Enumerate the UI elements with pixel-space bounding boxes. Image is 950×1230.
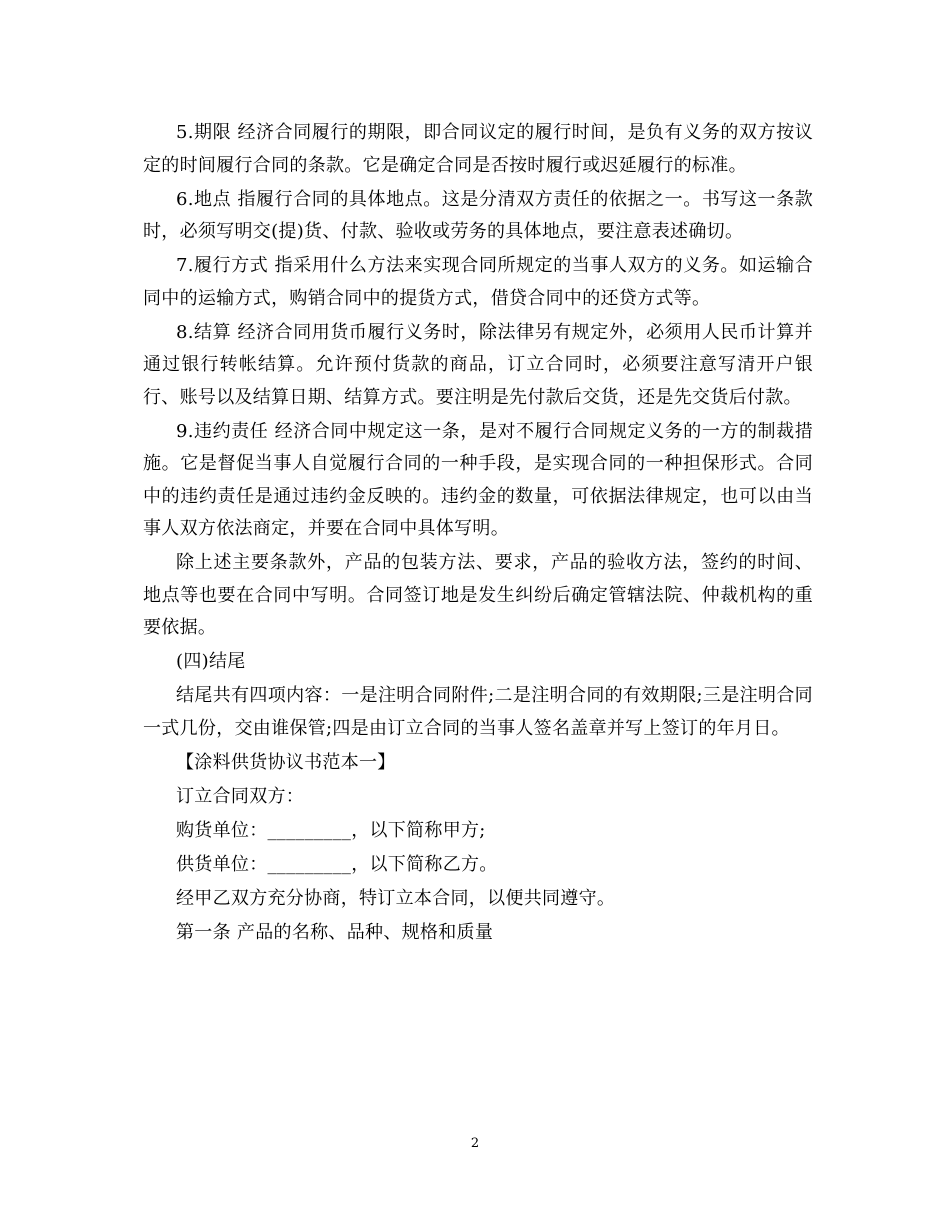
paragraph-supplier: 供货单位：_________，以下简称乙方。 <box>176 853 498 875</box>
section-heading-ending: (四)结尾 <box>176 651 246 672</box>
sample-title: 【涂料供货协议书范本一】 <box>176 751 396 773</box>
paragraph-term-deadline: 5.期限 经济合同履行的期限，即合同议定的履行时间，是负有义务的双方按议定的时间履行合同的条款。它是确定合同是否按时履行或迟延履行的标准。 <box>143 122 813 176</box>
paragraph-term-liability: 9.违约责任 经济合同中规定这一条，是对不履行合同规定义务的一方的制裁措施。它是督促当事人自觉履行合同的一种手段，是实现合同的一种担保形式。合同中的违约责任是通过违约金反映的。违约金的数量，可依据法律规定，也可以由当事人双方依法商定，并要在合同中具体写明。 <box>143 420 813 539</box>
paragraph-ending-content: 结尾共有四项内容：一是注明合同附件;二是注明合同的有效期限;三是注明合同一式几份，交由谁保管;四是由订立合同的当事人签名盖章并写上签订的年月日。 <box>143 685 813 739</box>
paragraph-agreement: 经甲乙双方充分协商，特订立本合同，以便共同遵守。 <box>176 887 616 909</box>
paragraph-buyer: 购货单位：_________，以下简称甲方; <box>176 819 486 841</box>
paragraph-parties: 订立合同双方： <box>176 785 305 807</box>
article-one-heading: 第一条 产品的名称、品种、规格和质量 <box>176 921 494 943</box>
paragraph-term-method: 7.履行方式 指采用什么方法来实现合同所规定的当事人双方的义务。如运输合同中的运输方式，购销合同中的提货方式，借贷合同中的还贷方式等。 <box>143 255 813 309</box>
page-body <box>143 117 813 951</box>
page-number: 2 <box>470 1136 480 1151</box>
paragraph-term-settlement: 8.结算 经济合同用货币履行义务时，除法律另有规定外，必须用人民币计算并通过银行转帐结算。允许预付货款的商品，订立合同时，必须要注意写清开户银行、账号以及结算日期、结算方式。要注明是先付款后交货，还是先交货后付款。 <box>143 321 813 408</box>
paragraph-term-location: 6.地点 指履行合同的具体地点。这是分清双方责任的依据之一。书写这一条款时，必须写明交(提)货、付款、验收或劳务的具体地点，要注意表述确切。 <box>143 188 813 242</box>
paragraph-other-terms: 除上述主要条款外，产品的包装方法、要求，产品的验收方法，签约的时间、地点等也要在合同中写明。合同签订地是发生纠纷后确定管辖法院、仲裁机构的重要依据。 <box>143 552 813 638</box>
